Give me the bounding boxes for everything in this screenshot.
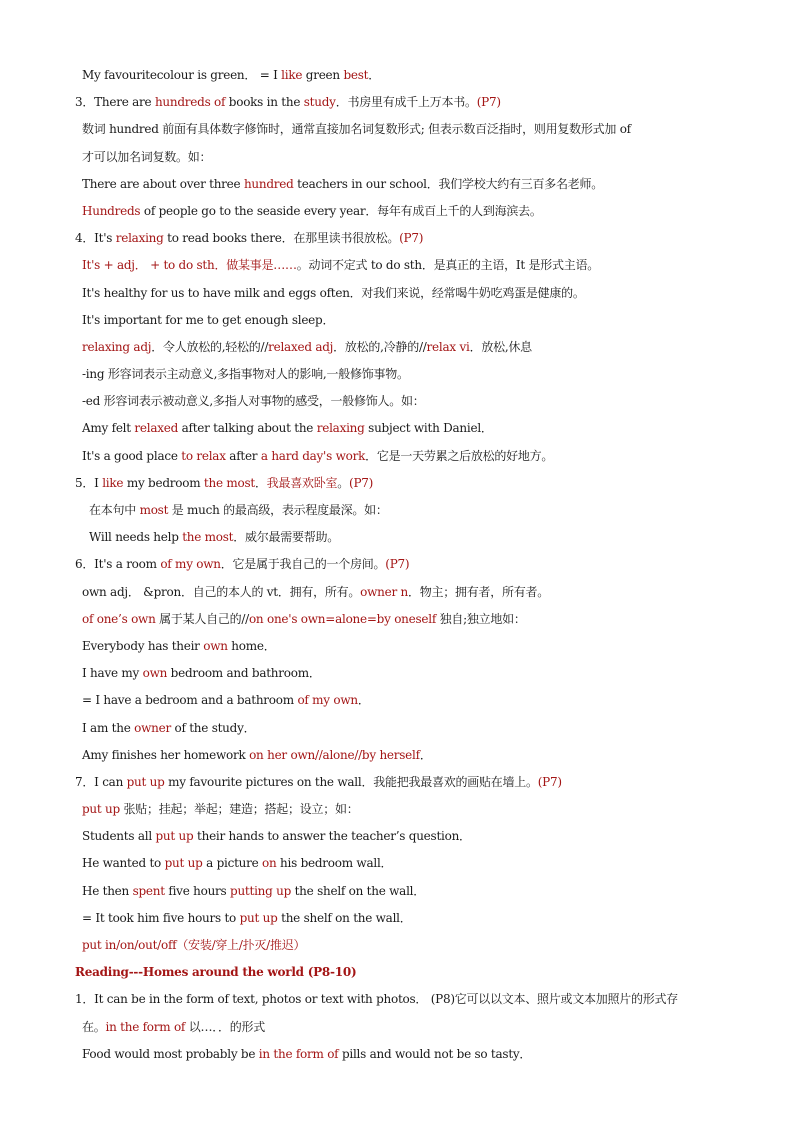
- text-segment: the shelf on the wall．: [291, 883, 425, 898]
- text-segment: my favourite pictures on the wall．我能把我最喜欢的画贴在墙上。: [164, 774, 538, 789]
- text-line: [0, 823, 794, 850]
- text-segment: five hours: [164, 883, 231, 898]
- text-segment: There are about over three: [82, 176, 244, 191]
- text-segment: 3．There are: [75, 95, 155, 110]
- text-line: [0, 252, 794, 279]
- highlighted-text: (P7): [537, 774, 562, 789]
- text-segment: Everybody has their: [82, 638, 204, 653]
- text-segment: 以…．．的形式: [185, 1019, 265, 1034]
- highlighted-text: hundreds of: [154, 95, 226, 110]
- highlighted-text: put up: [126, 774, 165, 789]
- text-line: [0, 89, 794, 116]
- text-segment: ．物主；拥有者，所有者。: [408, 584, 550, 599]
- text-segment: his bedroom wall．: [276, 856, 393, 871]
- highlighted-text: most: [139, 503, 169, 517]
- text-segment: my bedroom: [123, 475, 204, 490]
- document-body: [0, 62, 794, 1068]
- highlighted-text: relaxing: [115, 231, 164, 246]
- highlighted-text: in the form of: [258, 1046, 339, 1061]
- text-line: [0, 850, 794, 877]
- highlighted-text: best: [343, 68, 369, 82]
- text-segment: Students all: [82, 829, 156, 844]
- text-line: [0, 334, 794, 361]
- text-segment: 7．I can: [75, 774, 127, 789]
- highlighted-text: owner n: [360, 584, 408, 599]
- text-line: [0, 796, 794, 823]
- text-line: [0, 769, 794, 796]
- highlighted-text: the most: [203, 475, 255, 490]
- text-line: [0, 116, 794, 143]
- highlighted-text: of one’s own: [82, 611, 156, 626]
- text-segment: green: [302, 68, 344, 82]
- text-segment: 1．It can be in the form of text, photos or text with photos． (P8)它可以以文本、照片或文本加照片的形式存: [75, 992, 679, 1007]
- text-segment: to read books there．在那里读书很放松。: [163, 231, 400, 246]
- highlighted-text: put up: [239, 910, 278, 925]
- text-segment: of the study．: [170, 720, 256, 735]
- text-segment: Amy felt: [82, 421, 135, 436]
- text-line: [0, 361, 794, 388]
- text-segment: home．: [227, 638, 276, 653]
- section-heading: [0, 959, 794, 986]
- text-segment: 独自;独立地如：: [436, 611, 526, 626]
- highlighted-text: Hundreds: [82, 203, 141, 218]
- highlighted-text: relaxed adj: [268, 339, 334, 354]
- text-segment: 在本句中: [89, 503, 140, 517]
- text-line: [0, 524, 794, 551]
- text-segment: Amy finishes her homework: [82, 747, 250, 762]
- highlighted-text: own: [203, 638, 228, 653]
- text-segment: = It took him five hours to: [82, 910, 240, 925]
- highlighted-text: (P7): [385, 557, 410, 572]
- text-segment: 张贴；挂起；举起；建造；搭起；设立；如：: [119, 802, 359, 817]
- text-line: [0, 660, 794, 687]
- text-segment: ．放松,休息: [469, 339, 532, 354]
- text-line: [0, 388, 794, 415]
- highlighted-text: putting up: [230, 883, 292, 898]
- text-segment: subject with Daniel．: [364, 421, 493, 436]
- text-segment: of people go to the seaside every year．每年有成百上千的人到海滨去。: [140, 203, 542, 218]
- text-segment: 在。: [82, 1019, 106, 1034]
- text-segment: bedroom and bathroom．: [167, 666, 321, 681]
- text-line: [0, 579, 794, 606]
- text-segment: 4．It's: [75, 231, 116, 246]
- text-segment: ．放松的,冷静的//: [333, 339, 427, 354]
- text-segment: I am the: [82, 720, 135, 735]
- text-segment: 6．It's a room: [75, 557, 161, 572]
- text-segment: a picture: [202, 856, 263, 871]
- highlighted-text: It's + adj． + to do sth．做某事是……: [82, 258, 297, 273]
- text-line: [0, 198, 794, 225]
- text-segment: -ed 形容词表示被动意义,多指人对事物的感受，一般修饰人。如：: [82, 394, 425, 409]
- text-line: [0, 443, 794, 470]
- highlighted-text: like: [281, 68, 303, 82]
- text-segment: their hands to answer the teacher’s question．: [193, 829, 471, 844]
- text-line: [0, 551, 794, 578]
- text-line: [0, 171, 794, 198]
- text-line: [0, 905, 794, 932]
- text-segment: ．书房里有成千上万本书。: [335, 95, 477, 110]
- highlighted-text: to relax: [181, 448, 226, 463]
- highlighted-text: (P7): [399, 231, 424, 246]
- highlighted-text: own: [142, 666, 168, 681]
- highlighted-text: put up: [164, 856, 203, 871]
- text-segment: My favouritecolour is green． = I: [82, 68, 282, 82]
- text-segment: 才可以加名词复数。如：: [82, 149, 212, 164]
- text-line: [0, 470, 794, 497]
- text-segment: = I have a bedroom and a bathroom: [82, 693, 298, 708]
- highlighted-text: on: [262, 856, 277, 871]
- highlighted-text: put up: [155, 829, 194, 844]
- text-line: [0, 633, 794, 660]
- text-segment: after talking about the: [178, 421, 317, 436]
- highlighted-text: spent: [132, 883, 165, 898]
- text-segment: ．: [368, 68, 380, 82]
- highlighted-text: hundred: [243, 176, 294, 191]
- highlighted-text: on her own//alone//by herself: [249, 747, 420, 762]
- text-segment: teachers in our school．我们学校大约有三百多名老师。: [293, 176, 604, 191]
- text-segment: pills and would not be so tasty．: [338, 1046, 532, 1061]
- text-segment: ．: [254, 475, 267, 490]
- text-segment: 属于某人自己的//: [155, 611, 249, 626]
- text-line: [0, 144, 794, 171]
- text-line: [0, 497, 794, 524]
- highlighted-text: in the form of: [105, 1019, 186, 1034]
- text-line: [0, 742, 794, 769]
- text-segment: own adj． &pron．自己的本人的 vt．拥有，所有。: [82, 584, 361, 599]
- text-segment: 。: [337, 475, 350, 490]
- text-segment: It's a good place: [82, 448, 182, 463]
- highlighted-text: relaxing adj: [82, 339, 152, 354]
- text-segment: 数词 hundred 前面有具体数字修饰时，通常直接加名词复数形式; 但表示数百泛指时，则用复数形式加 of: [82, 122, 631, 137]
- text-segment: 。动词不定式 to do sth．是真正的主语，It 是形式主语。: [296, 258, 599, 273]
- text-line: [0, 225, 794, 252]
- text-line: [0, 715, 794, 742]
- highlighted-text: study: [303, 95, 336, 110]
- highlighted-text: owner: [134, 720, 171, 735]
- highlighted-text: the most: [182, 530, 234, 545]
- highlighted-text: put in/on/out/off（安装/穿上/扑灭/推迟）: [82, 938, 306, 952]
- text-line: [0, 415, 794, 442]
- text-segment: I have my: [82, 666, 143, 681]
- text-line: [0, 280, 794, 307]
- text-segment: 是 much 的最高级，表示程度最深。如：: [168, 503, 388, 517]
- text-segment: ．威尔最需要帮助。: [233, 530, 340, 545]
- text-line: [0, 932, 794, 959]
- text-segment: He wanted to: [82, 856, 165, 871]
- highlighted-text: of my own: [160, 557, 221, 572]
- highlighted-text: on one's own=alone=by oneself: [248, 611, 437, 626]
- highlighted-text: a hard day's work: [260, 448, 366, 463]
- text-segment: Food would most probably be: [82, 1046, 259, 1061]
- text-line: [0, 1014, 794, 1041]
- highlighted-text: like: [102, 475, 124, 490]
- highlighted-text: relax vi: [426, 339, 470, 354]
- text-line: [0, 606, 794, 633]
- highlighted-text: of my own: [297, 693, 358, 708]
- highlighted-text: (P7): [476, 95, 501, 110]
- text-segment: ．: [357, 693, 370, 708]
- highlighted-text: 我最喜欢卧室: [266, 475, 338, 490]
- text-segment: He then: [82, 883, 133, 898]
- text-line: [0, 62, 794, 89]
- text-line: [0, 1041, 794, 1068]
- text-segment: after: [225, 448, 261, 463]
- text-line: [0, 878, 794, 905]
- highlighted-text: Reading---Homes around the world (P8-10): [75, 965, 357, 980]
- highlighted-text: relaxed: [134, 421, 179, 436]
- text-segment: ．它是属于我自己的一个房间。: [220, 557, 386, 572]
- text-segment: books in the: [225, 95, 304, 110]
- text-line: [0, 986, 794, 1013]
- text-segment: the shelf on the wall．: [277, 910, 412, 925]
- text-segment: ．: [419, 747, 432, 762]
- text-segment: It's important for me to get enough sleep．: [82, 312, 335, 327]
- text-segment: ．令人放松的,轻松的//: [151, 339, 269, 354]
- text-segment: It's healthy for us to have milk and eggs often．对我们来说，经常喝牛奶吃鸡蛋是健康的。: [82, 285, 585, 300]
- text-line: [0, 307, 794, 334]
- highlighted-text: put up: [82, 802, 120, 817]
- highlighted-text: (P7): [349, 475, 374, 490]
- text-segment: 5．I: [75, 475, 103, 490]
- text-line: [0, 687, 794, 714]
- text-segment: -ing 形容词表示主动意义,多指事物对人的影响,一般修饰事物。: [82, 367, 409, 382]
- highlighted-text: relaxing: [316, 421, 365, 436]
- text-segment: ．它是一天劳累之后放松的好地方。: [365, 448, 554, 463]
- text-segment: Will needs help: [89, 530, 183, 545]
